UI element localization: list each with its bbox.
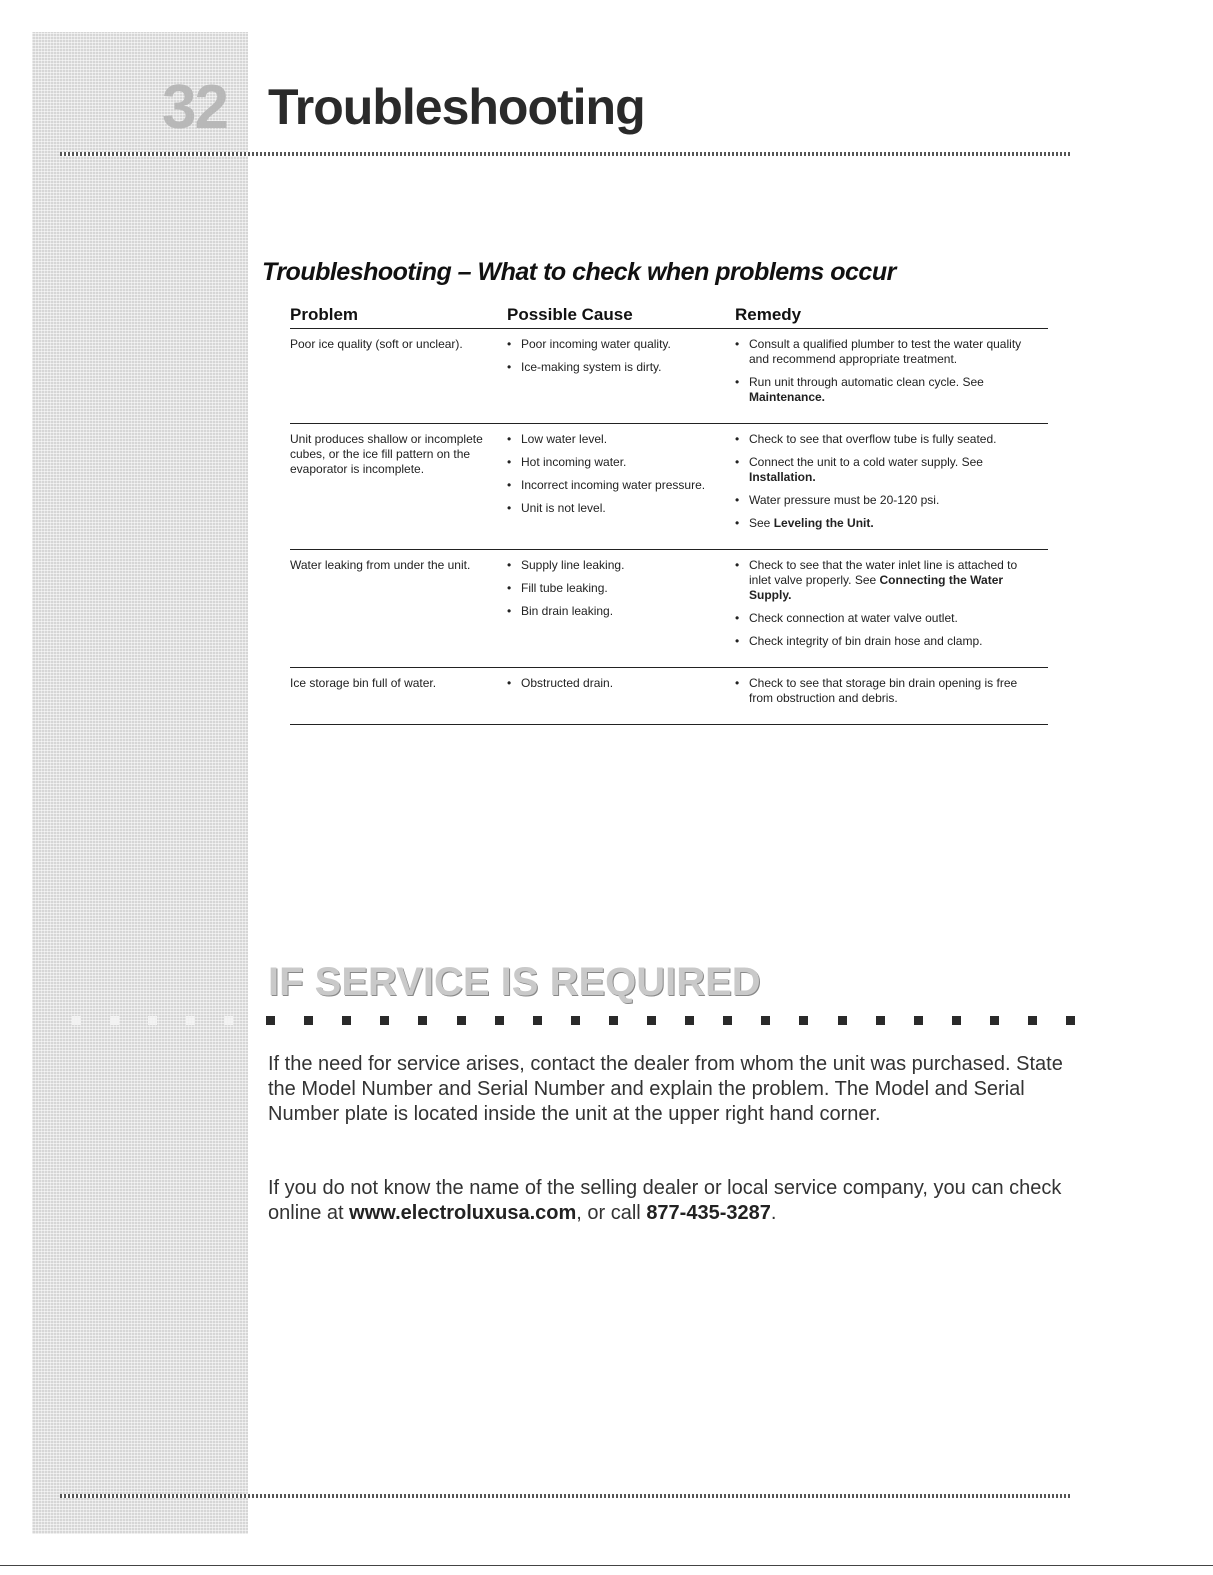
- section-title: Troubleshooting – What to check when problems occur: [262, 258, 896, 286]
- header-problem: Problem: [290, 305, 507, 329]
- square-dot: [533, 1016, 542, 1025]
- cause-text: Hot incoming water.: [521, 455, 627, 469]
- footer-divider: [60, 1494, 1072, 1498]
- cause-cell: [507, 329, 735, 424]
- remedy-item: [735, 558, 1040, 603]
- page-title: Troubleshooting: [268, 79, 645, 135]
- cause-text: Bin drain leaking.: [521, 604, 614, 618]
- square-dot: [838, 1016, 847, 1025]
- remedy-reference: Connecting the Water Supply.: [749, 573, 1004, 602]
- square-dot: [148, 1016, 157, 1025]
- bullet-icon: •: [507, 558, 512, 572]
- table-row: [290, 424, 1048, 550]
- remedy-text: [749, 432, 996, 447]
- square-dot: [723, 1016, 732, 1025]
- square-dot: [1028, 1016, 1037, 1025]
- table-row: [290, 668, 1048, 725]
- bullet-icon: •: [507, 455, 512, 469]
- remedy-text: [749, 493, 939, 508]
- page-number: 32: [162, 73, 227, 142]
- remedy-text-plain: Check to see that the water inlet line is attached to inlet valve properly. See: [749, 558, 1018, 587]
- cause-text: Obstructed drain.: [521, 676, 614, 690]
- problem-cell: Ice storage bin full of water.: [290, 668, 507, 725]
- remedy-item: [735, 455, 1040, 485]
- header-divider: [60, 152, 1072, 156]
- bullet-icon: •: [735, 611, 740, 625]
- square-divider: [266, 1016, 1072, 1028]
- square-dot: [304, 1016, 313, 1025]
- phone-number[interactable]: 877-435-3287: [646, 1202, 771, 1224]
- bullet-icon: •: [507, 478, 512, 492]
- cause-cell: [507, 550, 735, 668]
- bullet-icon: •: [507, 432, 512, 446]
- cause-item: [507, 676, 727, 691]
- remedy-text: [749, 516, 874, 531]
- header-remedy: Remedy: [735, 305, 1048, 329]
- service-paragraph-2-mid: , or call: [576, 1202, 647, 1224]
- service-paragraph-2: [268, 1176, 1068, 1226]
- bullet-icon: •: [735, 337, 740, 351]
- cause-item: [507, 337, 727, 352]
- website-link[interactable]: www.electroluxusa.com: [349, 1202, 577, 1224]
- square-dot: [799, 1016, 808, 1025]
- remedy-reference: Maintenance.: [749, 390, 826, 404]
- remedy-text-plain: See: [749, 516, 774, 530]
- square-dot: [914, 1016, 923, 1025]
- bullet-icon: •: [735, 493, 740, 507]
- remedy-item: [735, 676, 1040, 706]
- cause-item: [507, 478, 727, 493]
- page-bottom-line: [0, 1565, 1213, 1566]
- bullet-icon: •: [507, 676, 512, 690]
- bullet-icon: •: [735, 455, 740, 469]
- square-dot: [72, 1016, 81, 1025]
- header-cause: Possible Cause: [507, 305, 735, 329]
- bullet-icon: •: [735, 634, 740, 648]
- remedy-cell: [735, 550, 1048, 668]
- remedy-text: [749, 611, 958, 626]
- bullet-icon: •: [507, 604, 512, 618]
- cause-item: [507, 558, 727, 573]
- remedy-item: [735, 634, 1040, 649]
- bullet-icon: •: [735, 676, 740, 690]
- cause-text: Poor incoming water quality.: [521, 337, 671, 351]
- service-paragraph-2-start: If you do not know the name of the selling dealer or local service company, you can check online at: [268, 1177, 1062, 1224]
- remedy-text-plain: Check integrity of bin drain hose and clamp.: [749, 634, 983, 648]
- troubleshooting-table: [290, 305, 1048, 725]
- square-dot: [685, 1016, 694, 1025]
- remedy-item: [735, 432, 1040, 447]
- remedy-item: [735, 516, 1040, 531]
- square-dot: [342, 1016, 351, 1025]
- square-dot: [380, 1016, 389, 1025]
- cause-item: [507, 501, 727, 516]
- cause-item: [507, 455, 727, 470]
- square-dot: [495, 1016, 504, 1025]
- bullet-icon: •: [507, 581, 512, 595]
- remedy-reference: Leveling the Unit.: [773, 516, 874, 530]
- remedy-text-plain: Water pressure must be 20-120 psi.: [749, 493, 940, 507]
- bullet-icon: •: [735, 375, 740, 389]
- remedy-text: [749, 455, 1040, 485]
- cause-text: Unit is not level.: [521, 501, 606, 515]
- remedy-item: [735, 611, 1040, 626]
- square-dot: [952, 1016, 961, 1025]
- remedy-item: [735, 375, 1040, 405]
- bullet-icon: •: [735, 516, 740, 530]
- table-row: [290, 329, 1048, 424]
- problem-cell: Unit produces shallow or incomplete cubes, or the ice fill pattern on the evaporator is incomplete.: [290, 424, 507, 550]
- cause-text: Ice-making system is dirty.: [521, 360, 662, 374]
- remedy-text: [749, 558, 1040, 603]
- square-dot: [609, 1016, 618, 1025]
- cause-text: Low water level.: [521, 432, 608, 446]
- cause-item: [507, 581, 727, 596]
- square-dot: [571, 1016, 580, 1025]
- cause-item: [507, 360, 727, 375]
- remedy-text-plain: Check to see that overflow tube is fully seated.: [749, 432, 997, 446]
- square-dot: [266, 1016, 275, 1025]
- remedy-reference: Installation.: [749, 470, 816, 484]
- square-dot: [418, 1016, 427, 1025]
- problem-cell: Water leaking from under the unit.: [290, 550, 507, 668]
- service-paragraph-1: If the need for service arises, contact the dealer from whom the unit was purchased. State the Model Number and Serial Number and explain the problem. The Model and Serial Number plate is located inside the unit at the upper right hand corner.: [268, 1053, 1063, 1125]
- square-dot: [186, 1016, 195, 1025]
- remedy-cell: [735, 668, 1048, 725]
- bullet-icon: •: [507, 337, 512, 351]
- square-dot: [990, 1016, 999, 1025]
- square-dot: [457, 1016, 466, 1025]
- bullet-icon: •: [507, 501, 512, 515]
- service-title: IF SERVICE IS REQUIRED: [268, 960, 761, 1004]
- remedy-cell: [735, 424, 1048, 550]
- bullet-icon: •: [735, 558, 740, 572]
- cause-item: [507, 604, 727, 619]
- problem-cell: Poor ice quality (soft or unclear).: [290, 329, 507, 424]
- bullet-icon: •: [735, 432, 740, 446]
- cause-text: Fill tube leaking.: [521, 581, 608, 595]
- table-body: [290, 329, 1048, 725]
- sidebar-pattern: [32, 32, 248, 1534]
- square-dot: [224, 1016, 233, 1025]
- remedy-cell: [735, 329, 1048, 424]
- cause-text: Supply line leaking.: [521, 558, 625, 572]
- remedy-text: [749, 375, 1040, 405]
- cause-text: Incorrect incoming water pressure.: [521, 478, 706, 492]
- square-dot: [876, 1016, 885, 1025]
- square-dot: [647, 1016, 656, 1025]
- cause-cell: [507, 668, 735, 725]
- remedy-text: [749, 634, 982, 649]
- cause-item: [507, 432, 727, 447]
- bullet-icon: •: [507, 360, 512, 374]
- table-row: [290, 550, 1048, 668]
- remedy-text: [749, 337, 1040, 367]
- remedy-text: [749, 676, 1040, 706]
- square-dot: [761, 1016, 770, 1025]
- remedy-text-plain: Check to see that storage bin drain opening is free from obstruction and debris.: [749, 676, 1018, 705]
- remedy-item: [735, 493, 1040, 508]
- square-dot: [110, 1016, 119, 1025]
- remedy-item: [735, 337, 1040, 367]
- square-dot: [1066, 1016, 1075, 1025]
- remedy-text-plain: Connect the unit to a cold water supply. See: [749, 455, 983, 469]
- cause-cell: [507, 424, 735, 550]
- service-paragraph-2-end: .: [770, 1202, 777, 1224]
- remedy-text-plain: Run unit through automatic clean cycle. See: [749, 375, 984, 389]
- remedy-text-plain: Check connection at water valve outlet.: [749, 611, 958, 625]
- remedy-text-plain: Consult a qualified plumber to test the water quality and recommend appropriate treatment.: [749, 337, 1022, 366]
- sidebar-dot-row: [60, 1016, 240, 1028]
